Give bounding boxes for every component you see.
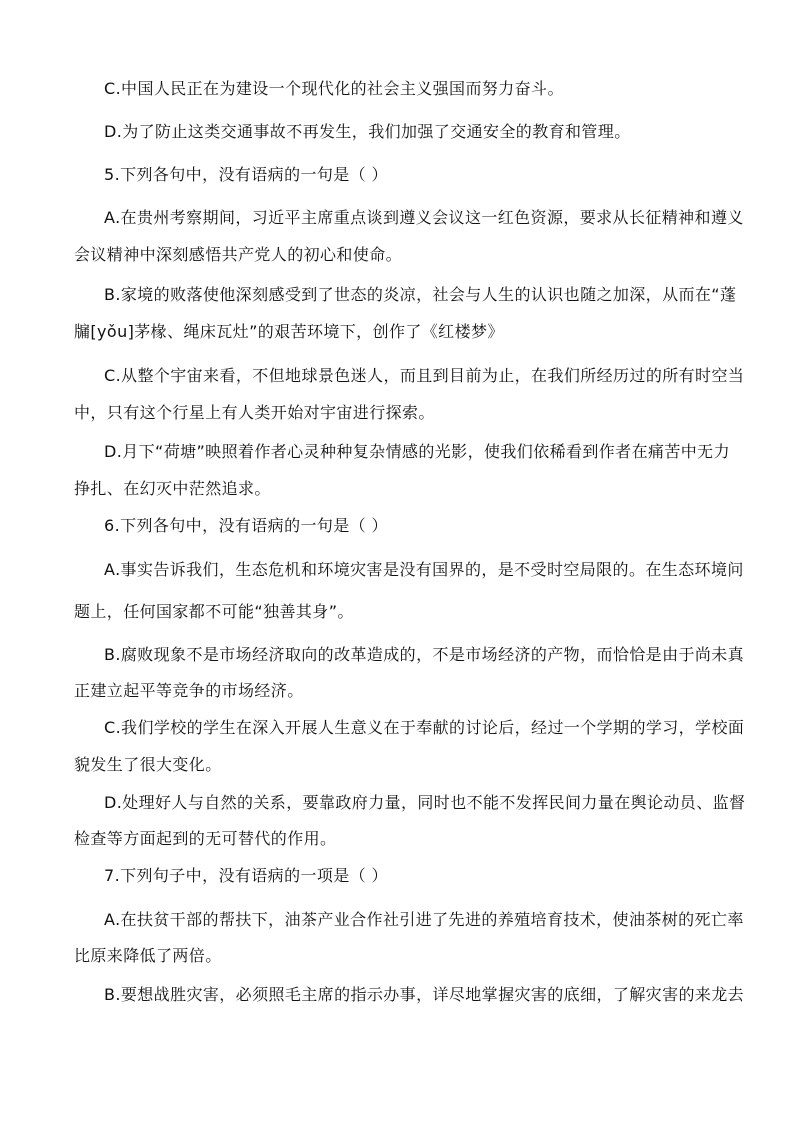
option-b-q5: B.家境的败落使他深刻感受到了世态的炎凉，社会与人生的认识也随之加深，从而在“蓬 (104, 285, 737, 304)
question-7: 7.下列句子中，没有语病的一项是（ ） (104, 866, 388, 885)
option-a-q6: A.事实告诉我们，生态危机和环境灾害是没有国界的，是不受时空局限的。在生态环境问 (104, 560, 744, 579)
option-b-q7: B.要想战胜灾害，必须照毛主席的指示办事，详尽地掌握灾害的底细，了解灾害的来龙去 (104, 985, 745, 1004)
option-c-q5-cont: 中，只有这个行星上有人类开始对宇宙进行探索。 (74, 403, 435, 422)
option-a-q5-cont: 会议精神中深刻感悟共产党人的初心和使命。 (74, 245, 403, 264)
option-c-q6: C.我们学校的学生在深入开展人生意义在于奉献的讨论后，经过一个学期的学习，学校面 (104, 718, 745, 737)
option-b-q5-cont: 牖[yǒu]茅椽、绳床瓦灶”的艰苦环境下，创作了《红楼梦》 (74, 322, 504, 341)
option-d-q6: D.处理好人与自然的关系，要靠政府力量，同时也不能不发挥民间力量在舆论动员、监督 (104, 793, 746, 812)
option-c-q4: C.中国人民正在为建设一个现代化的社会主义强国而努力奋斗。 (104, 79, 564, 98)
option-d-q6-cont: 检查等方面起到的无可替代的作用。 (74, 829, 337, 848)
option-b-q6-cont: 正建立起平等竞争的市场经济。 (74, 681, 304, 700)
option-d-q5-cont: 挣扎、在幻灭中茫然追求。 (74, 479, 271, 498)
option-c-q6-cont: 貌发生了很大变化。 (74, 755, 222, 774)
option-a-q6-cont: 题上，任何国家都不可能“独善其身”。 (74, 602, 354, 621)
option-a-q7: A.在扶贫干部的帮扶下，油茶产业合作社引进了先进的养殖培育技术，使油茶树的死亡率 (104, 910, 744, 929)
question-5: 5.下列各句中，没有语病的一句是（ ） (104, 165, 388, 184)
option-d-q4: D.为了防止这类交通事故不再发生，我们加强了交通安全的教育和管理。 (104, 122, 631, 141)
option-a-q7-cont: 比原来降低了两倍。 (74, 946, 222, 965)
option-c-q5: C.从整个宇宙来看，不但地球景色迷人，而且到目前为止，在我们所经历过的所有时空当 (104, 366, 745, 385)
question-6: 6.下列各句中，没有语病的一句是（ ） (104, 516, 388, 535)
option-b-q6: B.腐败现象不是市场经济取向的改革造成的，不是市场经济的产物，而恰恰是由于尚未真 (104, 645, 745, 664)
option-a-q5: A.在贵州考察期间，习近平主席重点谈到遵义会议这一红色资源，要求从长征精神和遵义 (104, 208, 744, 227)
option-d-q5: D.月下“荷塘”映照着作者心灵种种复杂情感的光影，使我们依稀看到作者在痛苦中无力 (104, 442, 730, 461)
